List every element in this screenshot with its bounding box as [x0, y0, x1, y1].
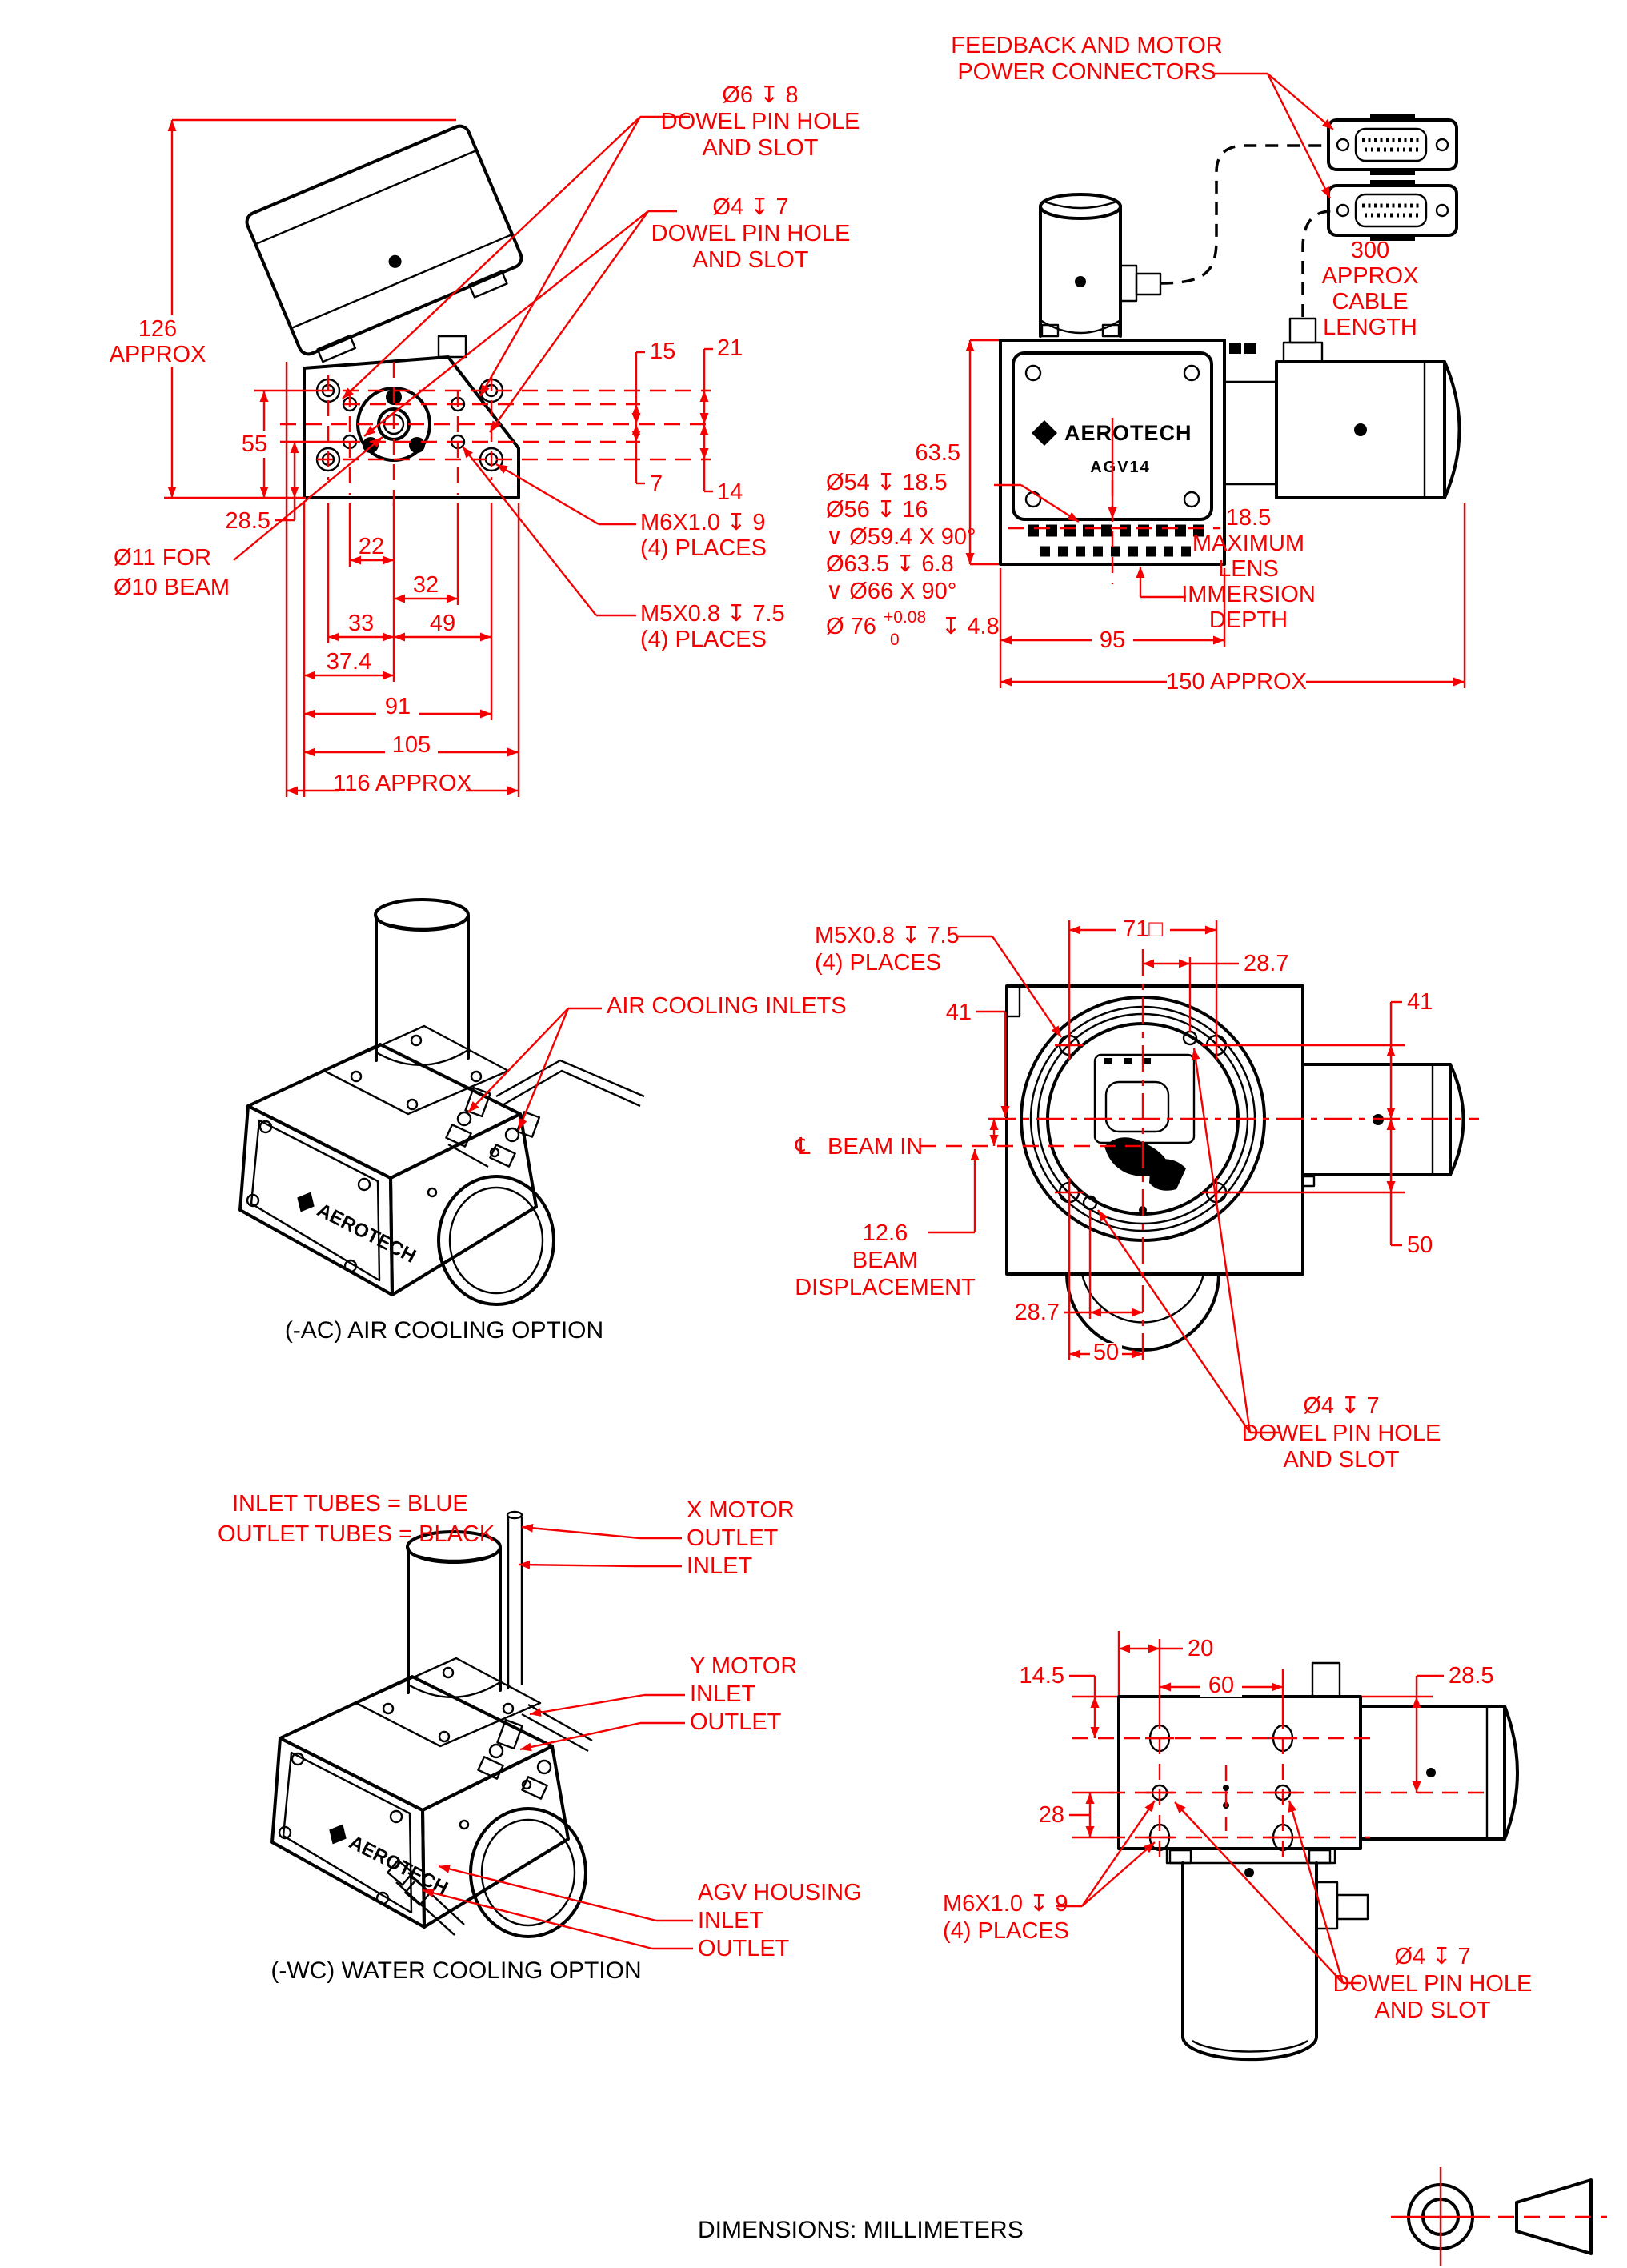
nameplate-brand: AEROTECH	[1064, 421, 1192, 445]
wc-caption: (-WC) WATER COOLING OPTION	[270, 1957, 642, 1984]
svg-text:∨ Ø59.4 X 90°: ∨ Ø59.4 X 90°	[826, 524, 976, 550]
svg-text:AND SLOT: AND SLOT	[692, 247, 809, 273]
mount-motor-block	[1312, 1663, 1517, 1839]
svg-text:Ø 76: Ø 76	[826, 614, 876, 639]
nameplate-model: AGV14	[1090, 459, 1151, 476]
dim-63-5: 63.5	[915, 440, 960, 466]
svg-text:↧ 4.8: ↧ 4.8	[941, 614, 1000, 639]
ac-caption: (-AC) AIR COOLING OPTION	[284, 1317, 604, 1344]
svg-text:DISPLACEMENT: DISPLACEMENT	[795, 1275, 976, 1300]
svg-text:POWER CONNECTORS: POWER CONNECTORS	[957, 59, 1216, 85]
iso-brand-ac: AEROTECH	[313, 1199, 419, 1268]
svg-text:22: 22	[358, 534, 385, 559]
dim-14-5: 14.5	[1019, 1663, 1064, 1689]
svg-text:M6X1.0 ↧ 9: M6X1.0 ↧ 9	[640, 510, 766, 535]
svg-text:INLET: INLET	[698, 1908, 764, 1933]
beam-in-label: BEAM IN	[828, 1134, 924, 1160]
ac-iso-view	[240, 900, 847, 1344]
svg-text:(4) PLACES: (4) PLACES	[943, 1918, 1069, 1944]
dim-41-right: 41	[1407, 989, 1433, 1015]
svg-text:21: 21	[717, 335, 743, 361]
svg-text:LENGTH: LENGTH	[1323, 315, 1417, 340]
svg-text:APPROX: APPROX	[1321, 263, 1419, 289]
svg-text:OUTLET: OUTLET	[687, 1525, 779, 1551]
mount-holes	[1150, 1725, 1292, 1850]
dim-20: 20	[1188, 1636, 1214, 1661]
dim-50-bottom: 50	[1092, 1340, 1120, 1365]
svg-text:INLET: INLET	[687, 1553, 753, 1579]
dim-55: 55	[241, 431, 268, 457]
dim-60: 60	[1208, 1673, 1235, 1698]
svg-text:7: 7	[650, 471, 663, 497]
svg-text:DOWEL PIN HOLE: DOWEL PIN HOLE	[1332, 1971, 1533, 1997]
svg-text:Ø56 ↧ 16: Ø56 ↧ 16	[826, 497, 928, 523]
connector-2	[1328, 180, 1457, 241]
dim-28-5-mount: 28.5	[1449, 1663, 1494, 1689]
svg-text:AND SLOT: AND SLOT	[702, 135, 819, 161]
dim-126: 126	[138, 316, 178, 342]
y-motor-label: Y MOTOR	[690, 1653, 798, 1679]
side-motor-vertical	[1040, 194, 1160, 336]
svg-text:15: 15	[650, 339, 676, 364]
front-row-dims	[636, 335, 743, 505]
svg-text:Ø11 FOR: Ø11 FOR	[114, 545, 211, 571]
mount-crosshairs	[1145, 1738, 1297, 1837]
dim-126-approx: APPROX	[109, 342, 206, 367]
svg-text:Ø63.5 ↧ 6.8: Ø63.5 ↧ 6.8	[826, 551, 954, 577]
svg-text:(4) PLACES: (4) PLACES	[815, 950, 941, 976]
immersion-note	[1140, 505, 1316, 633]
side-motor-horizontal	[1224, 319, 1460, 498]
svg-text:Ø10 BEAM: Ø10 BEAM	[114, 575, 230, 600]
svg-text:+0.08: +0.08	[884, 608, 927, 627]
air-cooling-label: AIR COOLING INLETS	[607, 993, 847, 1019]
svg-text:DEPTH: DEPTH	[1208, 607, 1288, 633]
input-cover	[244, 123, 529, 368]
svg-text:(4) PLACES: (4) PLACES	[640, 627, 767, 652]
svg-text:AND SLOT: AND SLOT	[1374, 1998, 1491, 2023]
svg-text:IMMERSION: IMMERSION	[1181, 582, 1316, 607]
front-view	[110, 82, 860, 797]
dim-28: 28	[1038, 1802, 1064, 1828]
svg-text:BEAM: BEAM	[852, 1248, 919, 1273]
connectors-note: FEEDBACK AND MOTOR	[951, 33, 1223, 58]
svg-text:CABLE: CABLE	[1332, 289, 1409, 315]
agv-housing-label: AGV HOUSING	[698, 1880, 862, 1905]
dowel-note-mount: Ø4 ↧ 7	[1394, 1944, 1471, 1969]
dim-41-left: 41	[945, 1000, 972, 1025]
svg-text:DOWEL PIN HOLE: DOWEL PIN HOLE	[651, 221, 851, 246]
dim-28-7-top: 28.7	[1244, 951, 1289, 976]
svg-text:OUTLET: OUTLET	[690, 1709, 782, 1735]
third-angle-projection-icon	[1391, 2167, 1607, 2266]
svg-text:49: 49	[429, 611, 456, 636]
svg-text:33: 33	[347, 611, 375, 636]
m5-note: M5X0.8 ↧ 7.5	[815, 923, 960, 948]
svg-text:(4) PLACES: (4) PLACES	[640, 535, 767, 561]
units-note: DIMENSIONS: MILLIMETERS	[698, 2217, 1024, 2243]
svg-text:14: 14	[717, 479, 743, 505]
bottom-motor-block	[1303, 1064, 1464, 1186]
mount-motor-down	[1167, 1849, 1368, 2059]
beam-displacement-note: 12.6	[862, 1220, 908, 1246]
bottom-view	[795, 916, 1479, 1473]
svg-text:91: 91	[384, 694, 411, 719]
mount-view	[943, 1631, 1532, 2059]
front-notes	[114, 82, 860, 652]
dim-28-5: 28.5	[225, 508, 270, 534]
iso-brand-wc: AEROTECH	[345, 1831, 451, 1900]
svg-text:DOWEL PIN HOLE: DOWEL PIN HOLE	[1241, 1421, 1441, 1446]
svg-text:∨ Ø66 X 90°: ∨ Ø66 X 90°	[826, 579, 957, 604]
side-view	[826, 33, 1465, 695]
lens-bore-note	[826, 470, 1079, 649]
svg-text:MAXIMUM: MAXIMUM	[1192, 531, 1305, 556]
svg-text:INLET: INLET	[690, 1681, 756, 1707]
aerotech-logo-icon-wc	[324, 1820, 351, 1849]
dim-150: 150 APPROX	[1166, 669, 1307, 695]
svg-text:AND SLOT: AND SLOT	[1283, 1447, 1400, 1473]
svg-text:0: 0	[890, 631, 900, 649]
inlet-tubes-note: INLET TUBES = BLUE	[232, 1491, 468, 1517]
cable-1	[1160, 146, 1324, 283]
dim-71: 71□	[1123, 916, 1163, 942]
wc-iso-view	[218, 1491, 862, 1984]
svg-text:DOWEL PIN HOLE: DOWEL PIN HOLE	[660, 109, 860, 134]
svg-text:OUTLET: OUTLET	[698, 1936, 790, 1961]
dowel-note-bottom-view: Ø4 ↧ 7	[1303, 1393, 1380, 1419]
m6-note-mount: M6X1.0 ↧ 9	[943, 1891, 1068, 1917]
svg-text:105: 105	[391, 732, 431, 758]
cable-length-note: 300	[1350, 238, 1390, 263]
x-motor-label: X MOTOR	[687, 1497, 795, 1523]
aerotech-logo-icon-ac	[292, 1188, 319, 1216]
svg-text:LENS: LENS	[1218, 556, 1279, 582]
svg-text:M5X0.8 ↧ 7.5: M5X0.8 ↧ 7.5	[640, 601, 785, 627]
svg-text:Ø6 ↧ 8: Ø6 ↧ 8	[722, 82, 799, 108]
aerotech-logo-icon	[1032, 420, 1057, 446]
svg-text:18.5: 18.5	[1225, 505, 1272, 531]
connector-1	[1328, 114, 1457, 175]
svg-text:Ø54 ↧ 18.5: Ø54 ↧ 18.5	[826, 470, 948, 495]
dim-95: 95	[1099, 627, 1126, 653]
svg-text:37.4: 37.4	[326, 649, 372, 675]
svg-text:32: 32	[412, 572, 439, 598]
mirror-mechanism	[1095, 1055, 1194, 1191]
dim-50-right: 50	[1407, 1232, 1433, 1258]
dim-28-7-bottom: 28.7	[1014, 1300, 1060, 1325]
centerline-symbol: ℄	[795, 1134, 811, 1160]
svg-text:Ø4 ↧ 7: Ø4 ↧ 7	[712, 194, 789, 220]
outlet-tubes-note: OUTLET TUBES = BLACK	[218, 1521, 495, 1547]
svg-text:116 APPROX: 116 APPROX	[333, 771, 472, 796]
